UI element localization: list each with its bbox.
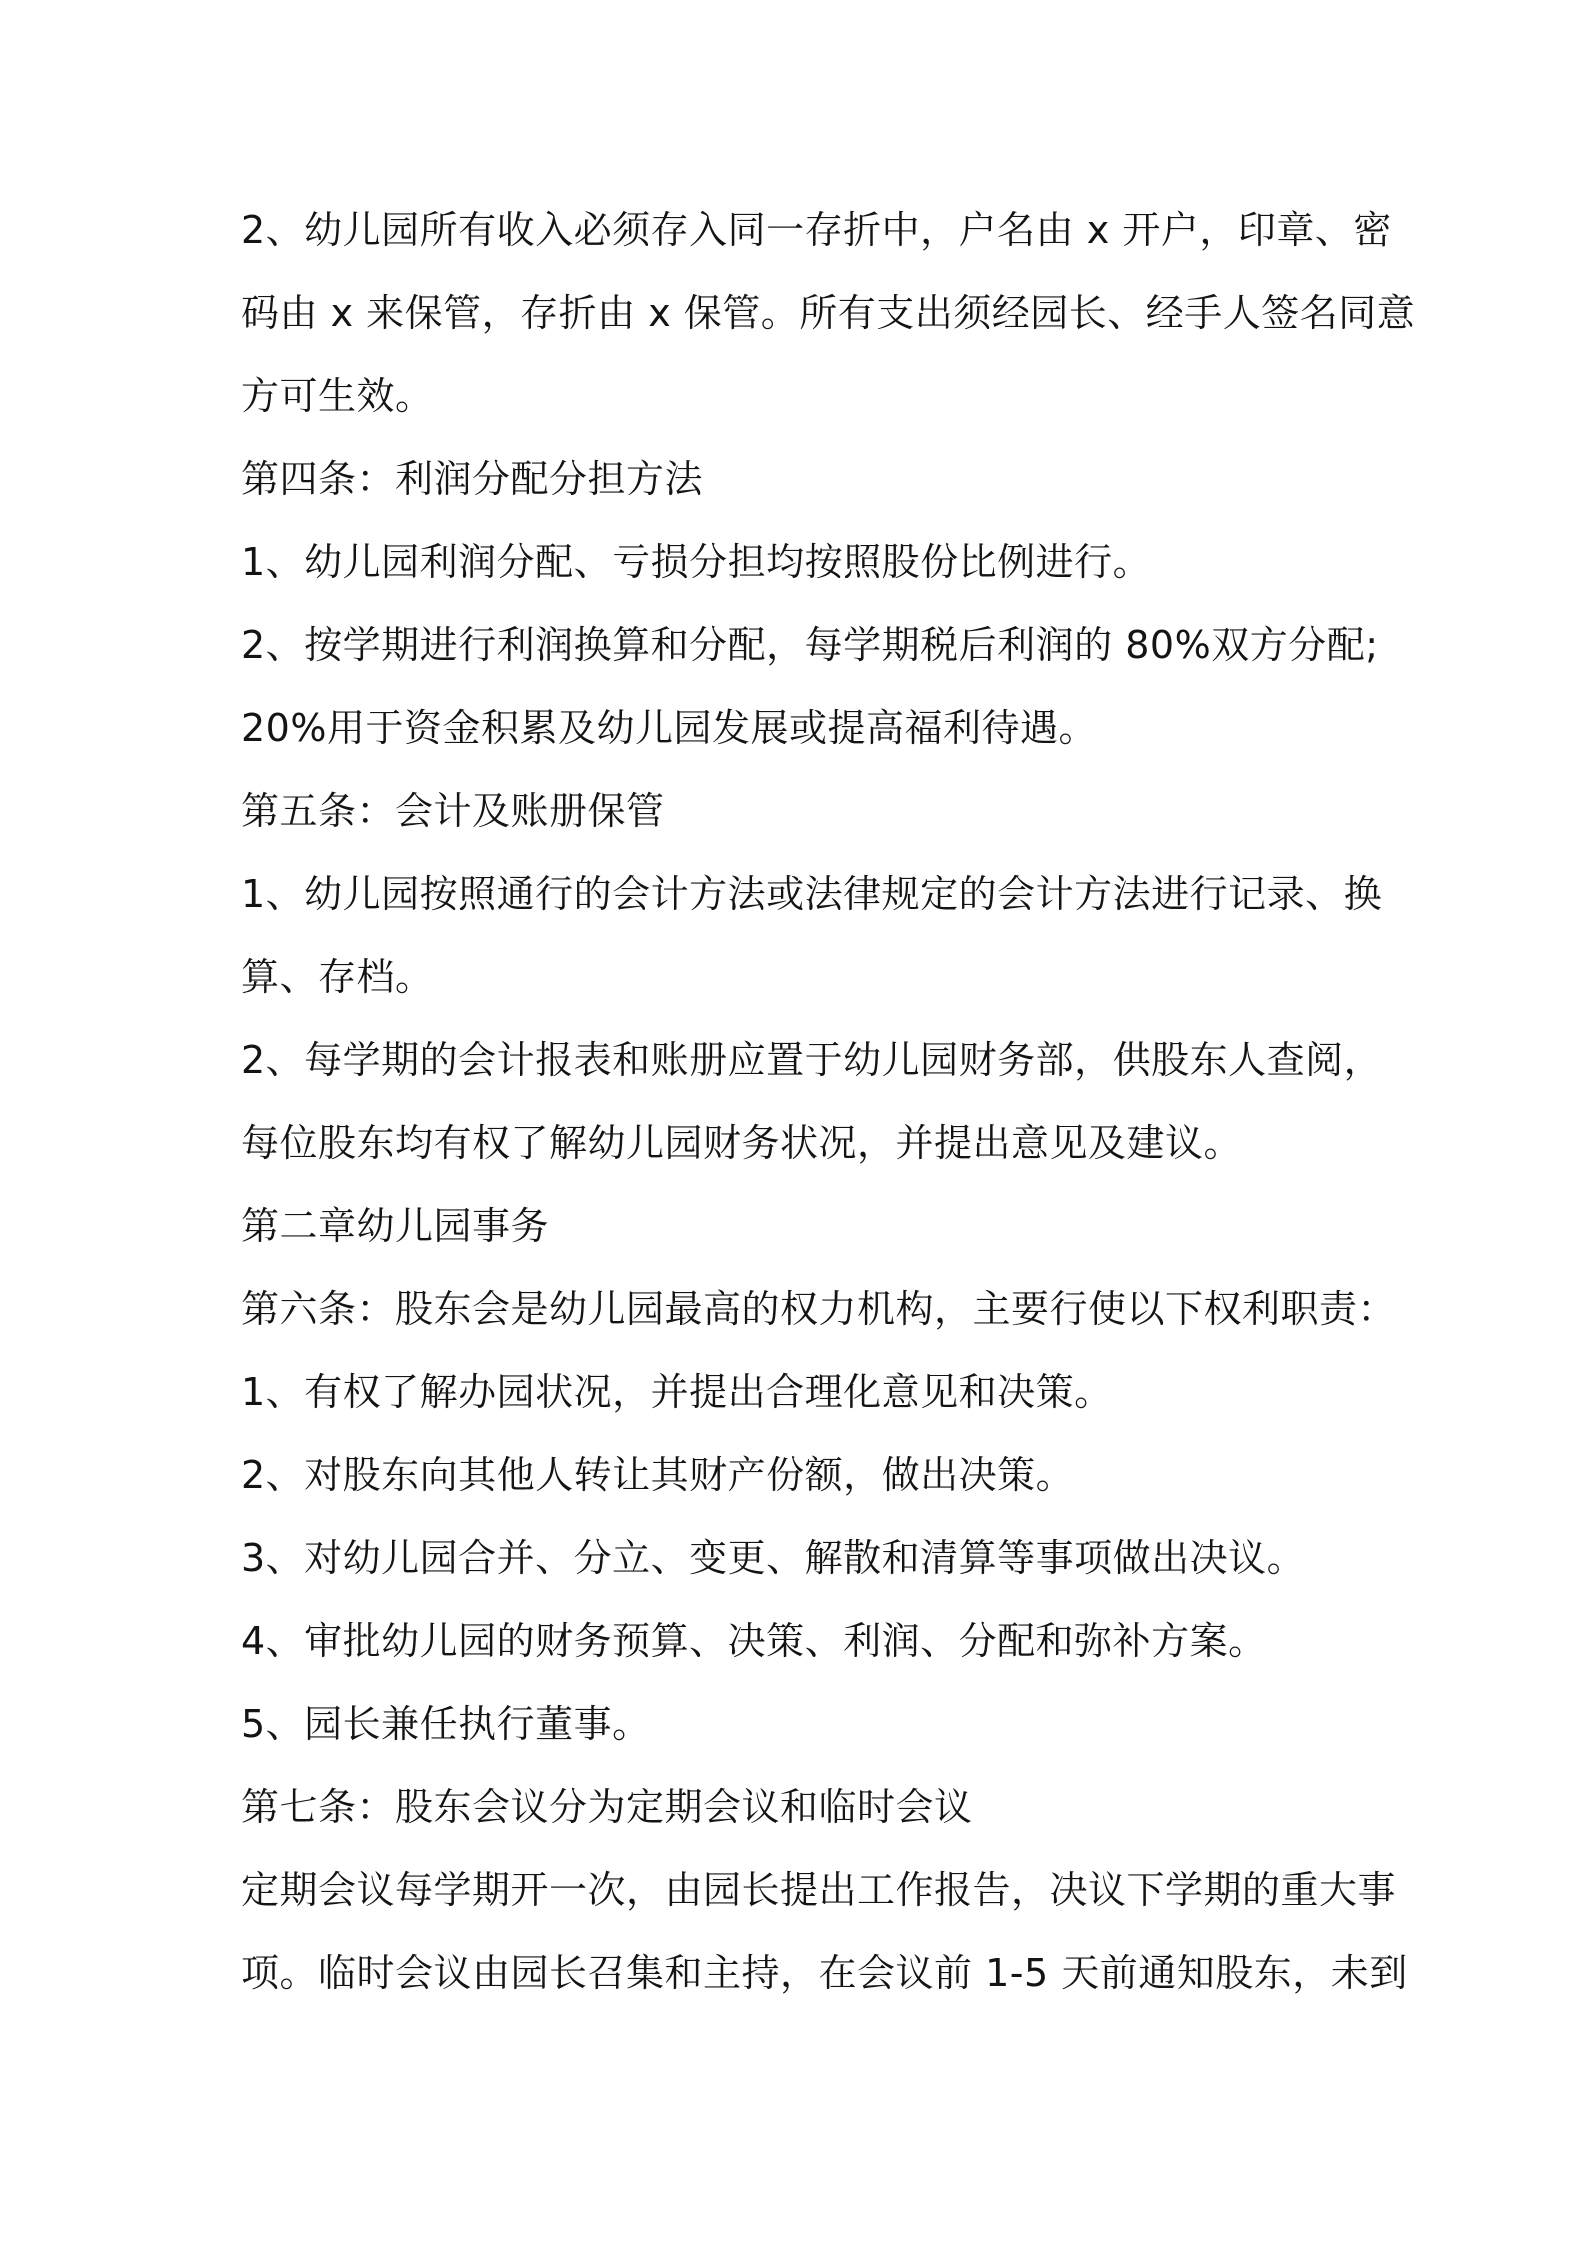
section-heading: 第四条：利润分配分担方法 (241, 457, 704, 501)
paragraph-line: 定期会议每学期开一次，由园长提出工作报告，决议下学期的重大事 (241, 1868, 1397, 1912)
section-heading: 第六条：股东会是幼儿园最高的权力机构，主要行使以下权利职责： (241, 1287, 1397, 1331)
paragraph-line: 2、每学期的会计报表和账册应置于幼儿园财务部，供股东人查阅， (241, 1038, 1383, 1082)
section-heading: 第七条：股东会议分为定期会议和临时会议 (241, 1785, 973, 1829)
paragraph-line: 2、按学期进行利润换算和分配，每学期税后利润的 80%双方分配; (241, 623, 1379, 667)
paragraph-line: 算、存档。 (241, 955, 434, 999)
paragraph-line: 20%用于资金积累及幼儿园发展或提高福利待遇。 (241, 706, 1097, 750)
paragraph-line: 2、对股东向其他人转让其财产份额，做出决策。 (241, 1453, 1075, 1497)
paragraph-line: 1、幼儿园按照通行的会计方法或法律规定的会计方法进行记录、换 (241, 872, 1383, 916)
paragraph-line: 3、对幼儿园合并、分立、变更、解散和清算等事项做出决议。 (241, 1536, 1306, 1580)
paragraph-line: 码由 x 来保管，存折由 x 保管。所有支出须经园长、经手人签名同意 (241, 291, 1416, 335)
paragraph-line: 每位股东均有权了解幼儿园财务状况，并提出意见及建议。 (241, 1121, 1243, 1165)
paragraph-line: 项。临时会议由园长召集和主持，在会议前 1-5 天前通知股东，未到 (241, 1951, 1408, 1995)
paragraph-line: 5、园长兼任执行董事。 (241, 1702, 651, 1746)
chapter-heading: 第二章幼儿园事务 (241, 1204, 550, 1248)
paragraph-line: 1、有权了解办园状况，并提出合理化意见和决策。 (241, 1370, 1113, 1414)
section-heading: 第五条：会计及账册保管 (241, 789, 665, 833)
paragraph-line: 方可生效。 (241, 374, 434, 418)
paragraph-line: 1、幼儿园利润分配、亏损分担均按照股份比例进行。 (241, 540, 1152, 584)
paragraph-line: 4、审批幼儿园的财务预算、决策、利润、分配和弥补方案。 (241, 1619, 1267, 1663)
paragraph-line: 2、幼儿园所有收入必须存入同一存折中，户名由 x 开户，印章、密 (241, 208, 1392, 252)
